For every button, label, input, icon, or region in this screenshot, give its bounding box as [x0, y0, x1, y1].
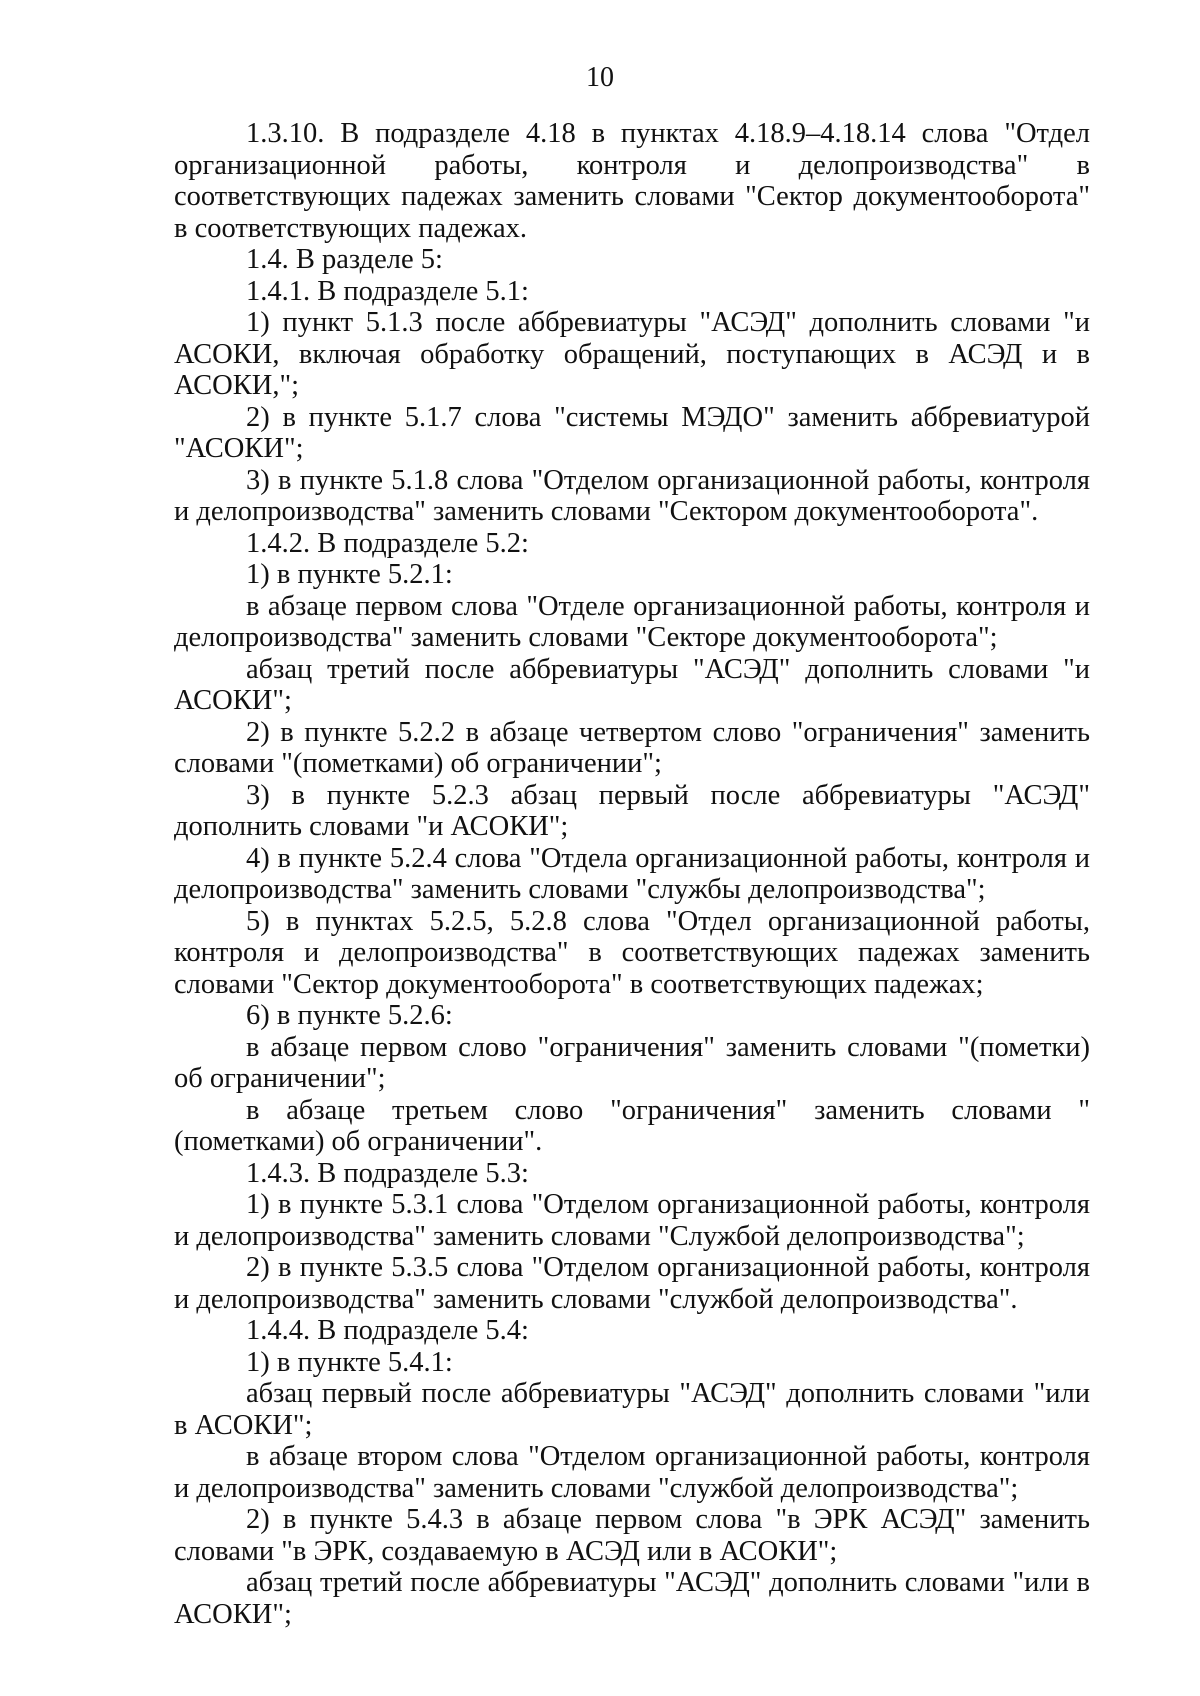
document-body	[174, 118, 1090, 1630]
page-number: 10	[586, 62, 614, 93]
list-item: 1) в пункте 5.3.1 слова "Отделом организационной работы, контроля и делопроизводства" заменить словами "Службой делопроизводства";	[174, 1189, 1090, 1252]
list-item: 1) пункт 5.1.3 после аббревиатуры "АСЭД" дополнить словами "и АСОКИ, включая обработку обращений, поступающих в АСЭД и в АСОКИ,";	[174, 307, 1090, 401]
list-item: в абзаце третьем слово "ограничения" заменить словами "(пометками) об ограничении".	[174, 1094, 1090, 1157]
list-item: абзац первый после аббревиатуры "АСЭД" дополнить словами "или в АСОКИ";	[174, 1378, 1090, 1441]
list-item: 2) в пункте 5.3.5 слова "Отделом организационной работы, контроля и делопроизводства" заменить словами "службой делопроизводства".	[174, 1252, 1090, 1315]
list-item: 2) в пункте 5.2.2 в абзаце четвертом слово "ограничения" заменить словами "(пометками) об ограничении";	[174, 716, 1090, 779]
list-item: в абзаце первом слово "ограничения" заменить словами "(пометки) об ограничении";	[174, 1031, 1090, 1094]
list-item: 6) в пункте 5.2.6:	[246, 1000, 453, 1031]
list-item: в абзаце втором слова "Отделом организационной работы, контроля и делопроизводства" заменить словами "службой делопроизводства";	[174, 1441, 1090, 1504]
list-item: 3) в пункте 5.2.3 абзац первый после аббревиатуры "АСЭД" дополнить словами "и АСОКИ";	[174, 779, 1090, 842]
list-item: 1) в пункте 5.4.1:	[246, 1346, 453, 1378]
paragraph-1-3-10: 1.3.10. В подразделе 4.18 в пунктах 4.18.9–4.18.14 слова "Отдел организационной работы, контроля и делопроизводства" в соответствующих падежах заменить словами "Сектор документооборота" в соответствующих падежах.	[174, 118, 1090, 244]
list-item: 5) в пунктах 5.2.5, 5.2.8 слова "Отдел организационной работы, контроля и делопроизводства" в соответствующих падежах заменить словами "Сектор документооборота" в соответствующих падежах;	[174, 905, 1090, 1000]
list-item: 3) в пункте 5.1.8 слова "Отделом организационной работы, контроля и делопроизводства" заменить словами "Сектором документооборота".	[174, 464, 1090, 527]
list-item: 4) в пункте 5.2.4 слова "Отдела организационной работы, контроля и делопроизводства" заменить словами "службы делопроизводства";	[174, 842, 1090, 905]
paragraph-1-4-1: 1.4.1. В подразделе 5.1:	[246, 275, 529, 307]
list-item: 2) в пункте 5.4.3 в абзаце первом слова "в ЭРК АСЭД" заменить словами "в ЭРК, создаваемую в АСЭД или в АСОКИ";	[174, 1504, 1090, 1567]
list-item: 1) в пункте 5.2.1:	[246, 559, 453, 590]
list-item: 2) в пункте 5.1.7 слова "системы МЭДО" заменить аббревиатурой "АСОКИ";	[174, 401, 1090, 464]
paragraph-1-4-2: 1.4.2. В подразделе 5.2:	[246, 527, 529, 559]
paragraph-1-4-3: 1.4.3. В подразделе 5.3:	[246, 1157, 529, 1189]
list-item: абзац третий после аббревиатуры "АСЭД" дополнить словами "и АСОКИ";	[174, 653, 1090, 716]
list-item: абзац третий после аббревиатуры "АСЭД" дополнить словами "или в АСОКИ";	[174, 1567, 1090, 1630]
paragraph-1-4-4: 1.4.4. В подразделе 5.4:	[246, 1315, 529, 1346]
paragraph-1-4: 1.4. В разделе 5:	[246, 244, 443, 275]
list-item: в абзаце первом слова "Отделе организационной работы, контроля и делопроизводства" заменить словами "Секторе документооборота";	[174, 590, 1090, 653]
